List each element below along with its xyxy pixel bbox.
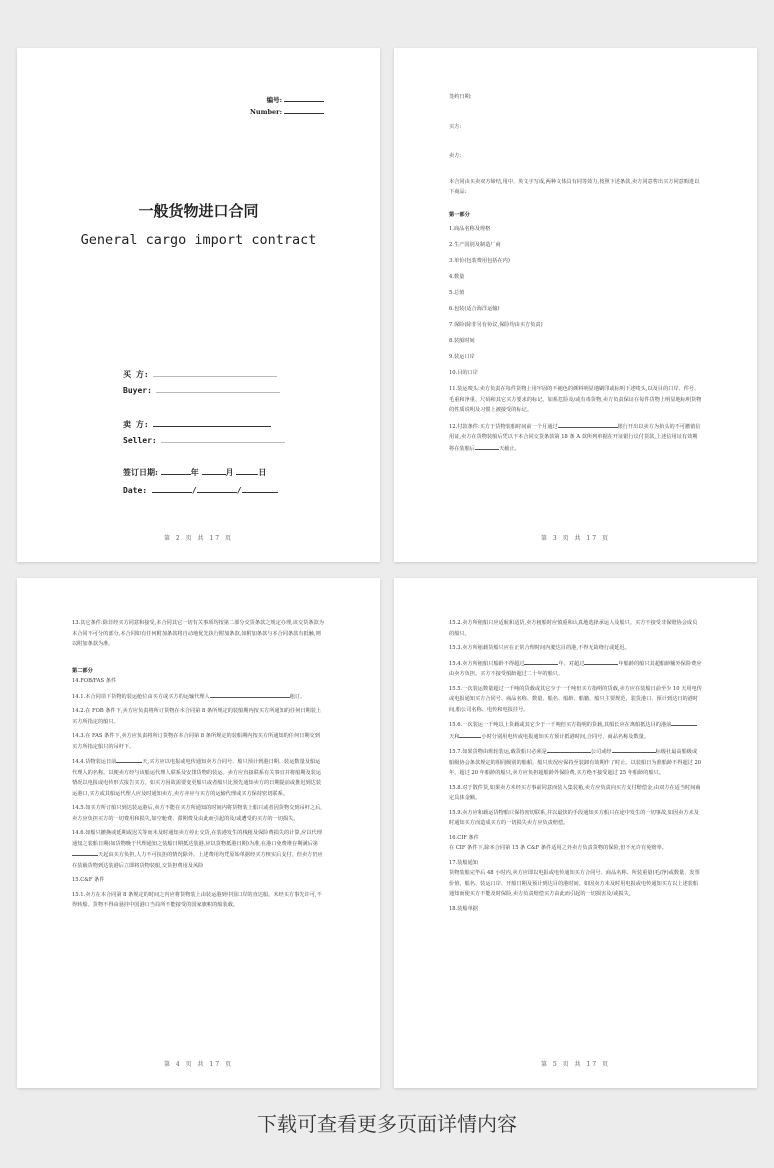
intro-paragraph: 本合同由买卖双方缔结,用中、英文字写成,两种文体具有同等效力,按照下述条款,卖方同意售出买方同意购进以下商品: <box>449 178 700 195</box>
clause-13: 13.其它条件:除非经买方同意和接受,本合同其它一切有关事项均按第二部分交货条款之规定办理,该交货条款为本合同不可分的部分,本合同如有任何附加条款将自动地优先执行附加条款,如附加条款与本合同条款有抵触,则以附加条款为准。 <box>72 620 324 647</box>
cover-number-fields <box>250 94 324 118</box>
date-en-blank-1 <box>152 484 192 493</box>
seller-en-blank <box>161 434 285 443</box>
day-blank <box>236 466 258 475</box>
clause-15-1: 15.1.卖方在本合同第 8 条规定的时间之内应将货物装上由装运港到中国口岸的直达船。未经买方事先许可,不得转船。货物不得由悬挂中国港口当局所不能接受的国家旗帜的船装载。 <box>72 891 322 908</box>
clause-14-6-b: 天起由买方负担,人力不可抗拒的情况除外。上述费用均凭原始单据经买方核实后支付。但卖方仍应在装载货物到达装港后立即将货物装船,交货担费用及风险 <box>72 852 323 869</box>
date-sep-2: / <box>236 486 242 495</box>
list-item: 4.数量 <box>449 274 465 280</box>
section-15-heading: 15.C&F 条件 <box>72 877 105 883</box>
buyer-line: 买方: <box>449 123 462 130</box>
section-16-heading: 16.CIF 条件 <box>449 834 479 841</box>
clause-15-8: 15.8.对于散件货,如果卖方未经买方事前同意而装入集装箱,卖方应负责向买方支付赔偿金,由双方在适当时间商定具体金额。 <box>449 784 701 801</box>
clause-15-4-b: 年。对超过 <box>558 660 585 667</box>
clause-14-2: 14.2.在 FOB 条件下,卖方应负责将所订货物在本合同第 8 条所规定的装船期内按买方所通知的任何日期装上买方所指定的船只。 <box>72 708 322 725</box>
section-heading: 第二部分 <box>72 667 93 674</box>
buyer-cn-blank <box>153 368 277 377</box>
number-label: Number: <box>249 108 282 116</box>
seller-cn-label: 卖 方: <box>123 420 149 429</box>
sign-date-en <box>123 484 278 495</box>
days-blank <box>72 849 98 856</box>
clause-16: 在 CIF 条件下,除本合同第 15 条 C&F 条件适用之外卖方负责货物的保险,但不允许有免赔率。 <box>449 845 667 851</box>
list-item: 3.单价(包装费用包括在内) <box>449 258 510 264</box>
clause-17: 货物装船完毕后 48 小时内,卖方应即以电报或电传通知买方合同号、商品名称、所装重量(毛/净)或数量、发票价值、船名、装运口岸、开船日期及预计到达目的港时间。如因卖方未及时用电报或电传通知买方以上述装船通知而使买方不能及时保险,卖方负责赔偿买方由此而引起的一切损害及/或损失。 <box>449 870 700 897</box>
clause-15-6 <box>449 719 702 742</box>
page-body <box>72 618 325 911</box>
page-footer: 第 5 页 共 17 页 <box>541 1061 610 1068</box>
seller-line: 卖方: <box>449 153 462 159</box>
list-item: 9.装运口岸 <box>449 354 475 360</box>
sign-date-cn <box>123 466 266 478</box>
page-body <box>449 92 702 454</box>
clause-15-2: 15.2.卖方所租船只应适航和适货,卖方租船时应慎重和认真地选择承运人及船只。买方不接受非保赔协会成员的船只。 <box>449 620 698 637</box>
clause-14-4-a: 14.4.货物装运日前 <box>72 759 117 765</box>
year-label: 年 <box>190 467 199 477</box>
page-footer: 第 4 页 共 17 页 <box>164 1061 233 1068</box>
company-blank <box>547 746 591 753</box>
page-footer: 第 3 页 共 17 页 <box>541 535 610 542</box>
list-item: 10.目的口岸 <box>449 370 478 376</box>
seller-en-row <box>123 434 285 445</box>
clause-14-1-b: 租订。 <box>289 693 306 700</box>
clause-14-3: 14.3.在 FAS 条件下,卖方应负责将所订货物在本合同第 8 条所规定的装船期内按买方所通知的任何日期交到买方所指定船只的吊杆下。 <box>72 733 320 750</box>
section-heading: 第一部分 <box>449 211 470 218</box>
date-cn-label: 签订日期: <box>123 467 158 477</box>
seller-en-label: Seller: <box>123 436 157 445</box>
page-body <box>449 618 702 914</box>
clause-14-1 <box>72 691 325 703</box>
buyer-cn-label: 买 方: <box>123 370 149 379</box>
list-item: 2.生产国别及制造厂商 <box>449 242 501 248</box>
clause-14-6 <box>72 828 325 871</box>
title-english: General cargo import contract <box>80 232 317 248</box>
bank-blank <box>558 421 618 428</box>
date-en-blank-2 <box>197 484 237 493</box>
list-item: 5.总值 <box>449 290 465 296</box>
clause-15-7 <box>449 746 702 779</box>
days-blank <box>116 756 142 763</box>
year-blank <box>161 466 191 475</box>
month-label: 月 <box>225 467 234 477</box>
download-caption: 下载可查看更多页面详情内容 <box>257 1112 517 1136</box>
clause-15-6-c: 小时分别用电传或电报通知买方预计抵港时间,合同号、商品名称及数量。 <box>481 733 650 740</box>
clause-15-7-b: 公司或经 <box>590 749 612 755</box>
clause-15-5: 15.5.一次装运数量超过一千吨的货载或其它少于一千吨但买方指明的货载,卖方应在装船日前至少 10 天用电传或电报通知买方合同号、商品名称、数量、船名、船龄、船籍、船只主要规范、装货港口、预计到达日的港时间,船公司名称、电传和电报挂号。 <box>449 685 702 713</box>
page-footer: 第 2 页 共 17 页 <box>164 535 233 542</box>
days-blank <box>671 719 697 726</box>
buyer-en-row <box>123 384 280 395</box>
title-chinese: 一般货物进口合同 <box>138 202 259 220</box>
list-item: 1.商品名称及规格 <box>449 226 491 232</box>
section-14-heading: 14.FOB/FAS 条件 <box>72 678 117 684</box>
age-blank-1 <box>524 658 558 665</box>
contract-cover-page <box>17 48 380 562</box>
sign-date-line: 签约日期: <box>449 94 472 100</box>
section-17-heading: 17.装船通知 <box>449 859 478 866</box>
class-blank <box>612 746 656 753</box>
hours-blank <box>459 731 481 738</box>
no-blank <box>284 94 324 102</box>
clause-15-6-b: 天和 <box>449 733 460 740</box>
clause-12 <box>449 421 702 455</box>
contract-page-3 <box>394 48 757 562</box>
clause-14-4 <box>72 756 325 799</box>
list-item: 8.装船时间 <box>449 338 475 344</box>
buyer-en-blank <box>156 384 280 393</box>
buyer-cn-row <box>123 368 277 380</box>
clause-15-6-a: 15.6.一次装运一千吨以上货载或其它少于一千吨但买方指明的货载,其船长应在离船抵达目的港前 <box>449 722 672 728</box>
contract-page-5 <box>394 578 757 1088</box>
date-en-blank-3 <box>242 484 278 493</box>
clause-14-5: 14.5.如买方所订船只到达装运港后,卖方不能在买方所通知的时间内将货物装上船只或者因货物交到吊杆之后,卖方应负担买方的一切费用和损失,如空舱费、滞期费及由此而引起的及/或遭受的买方的一切损失。 <box>72 805 322 822</box>
clause-12-b: 银行开出以卖方为抬头的不可撤销信用证,卖方在货物装船后凭以下本合同交货条款第 18 条 A 款所列单据在开证银行议付货款,上述信用证有效期将在装船后 <box>449 423 701 452</box>
clause-15-4-a: 15.4.卖方所租船只船龄不得超过 <box>449 660 525 667</box>
month-blank <box>202 466 226 475</box>
clause-12-a: 12.付款条件:买方于货物装船时间前一个月通过 <box>449 423 558 430</box>
date-sep-1: / <box>191 486 197 495</box>
clause-14-4-b: 天,买方应以电报或电传通知卖方合同号、船只预计到港日期、装运数量及船运代理人的名称。以便卖方经与该船运代理人联系及安排货物的装运。卖方应直接联系有关事宜并将船期及装运情况以电报或电传形式报告买方。如买方因故需要变更船只或者船只比预先通知卖方的日期提前或推迟到达装运港口,买方或其船运代理人应及时通知卖方,卖方亦应与买方的运输代理或买方保持密切联系。 <box>72 759 322 797</box>
clause-15-9: 15.9.卖方应和载运货物船只保持密切联系,并以最快的手段通知买方船只在途中发生的一切事故,如因卖方未及时通知买方而造成买方的一切损失卖方应负责赔偿。 <box>449 809 699 826</box>
clause-15-7-a: 15.7.如果货物由班轮装运,载货船只必须是 <box>449 749 547 755</box>
clause-15-7-c: 标级社最高船级或船级协会条款规定的相同级别的船舶。船只状况应保持至装卸有效期作了时止。以装船日为准船龄不得超过 20 年。超过 20 年船龄的船只,卖方应负担超船龄外保险费,买方绝不接受超过 25 年船龄的船只。 <box>449 749 702 776</box>
days-blank <box>475 443 499 450</box>
clause-11: 11.装运唛头:卖方负责在每件货物上用牢固的不褪色的颜料明显地刷印或标明下述唛头,以及目的口岸、件号、毛重和净重、尺码和其它买方要求的标记。如系危险及/或有毒货物,卖方负责保证在每件货物上明显地标明货物的性质说明及习惯上被接受的标记。 <box>449 386 702 413</box>
clause-12-c: 天截止。 <box>498 445 520 452</box>
age-blank-2 <box>584 658 618 665</box>
date-en-label: Date: <box>123 486 148 495</box>
clause-14-1-a: 14.1.本合同项下货物的装运舱位由买方或买方的运输代理人 <box>72 693 210 700</box>
seller-cn-row <box>123 418 271 430</box>
clause-15-3: 15.3.卖方所租载货船只应在正常合理时间内驶达目的港,不得无故绕行或延迟。 <box>449 645 630 651</box>
day-label: 日 <box>258 467 267 477</box>
clause-15-4-c: 年船龄的船只其超船龄额外保险费应由卖方负担。买方不接受船龄超过二十年的船只。 <box>449 660 702 677</box>
list-item: 6.包装(适合海洋运输) <box>449 306 500 312</box>
agent-blank <box>210 691 290 698</box>
clause-15-4 <box>449 658 702 680</box>
number-blank <box>284 106 324 114</box>
clause-14-6-a: 14.6.如船只撤换或延期或迟关等而未及时通知卖方停止交货,在装港发生的栈租及保险费损失的计算,应以代理通知之装船日期(如货物晚于代理通知之装船日期抵达装港,应以货物抵港日期)为准,在港口免费堆存期满后第 <box>72 830 322 847</box>
contract-page-4 <box>17 578 380 1088</box>
section-18-heading: 18.装船单据 <box>449 905 478 912</box>
seller-cn-blank <box>153 418 271 427</box>
buyer-en-label: Buyer: <box>123 386 152 395</box>
no-label: 编号: <box>266 96 282 104</box>
list-item: 7.保险(除非另有协议,保险均由买方负责) <box>449 322 543 328</box>
